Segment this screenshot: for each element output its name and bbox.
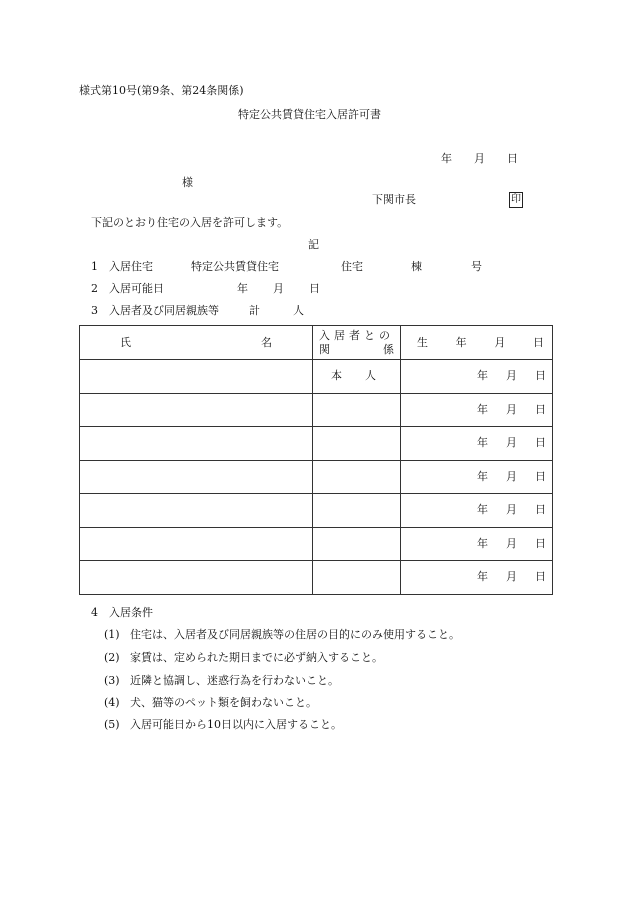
item-occupants xyxy=(91,304,304,318)
addressee-suffix: 様 xyxy=(182,176,193,189)
item-number: 2 xyxy=(91,282,98,295)
birth-year-label: 年 xyxy=(455,335,467,349)
table-row xyxy=(80,494,553,528)
issue-date-year: 年 xyxy=(441,152,452,165)
birthdate-header xyxy=(401,326,553,360)
birthdate-cell[interactable]: 年 月 日 xyxy=(401,427,553,461)
number-label: 号 xyxy=(471,260,482,273)
relation-cell[interactable] xyxy=(313,427,401,461)
conditions-heading xyxy=(91,606,153,620)
house-label: 住宅 xyxy=(341,260,363,273)
issue-date xyxy=(441,152,518,166)
issuer-name: 下関市長 xyxy=(372,193,416,206)
birth-day-label: 日 xyxy=(532,335,544,349)
name-header xyxy=(80,326,313,360)
table-row xyxy=(80,393,553,427)
name-cell[interactable] xyxy=(80,427,313,461)
name-cell[interactable] xyxy=(80,561,313,595)
name-header-b: 名 xyxy=(261,335,272,349)
condition-item: (1) 住宅は、入居者及び同居親族等の住居の目的にのみ使用すること。 xyxy=(104,628,460,641)
seal-mark: 印 xyxy=(509,192,523,208)
name-cell[interactable] xyxy=(80,494,313,528)
relation-header-b: 係 xyxy=(383,342,394,356)
item-number: 3 xyxy=(91,304,98,317)
intro-text: 下記のとおり住宅の入居を許可します。 xyxy=(91,216,289,229)
relation-cell[interactable] xyxy=(313,561,401,595)
condition-item: (4) 犬、猫等のペット類を飼わないこと。 xyxy=(104,696,317,709)
move-in-year: 年 xyxy=(237,282,248,295)
building-label: 棟 xyxy=(411,260,422,273)
form-number: 様式第10号(第9条、第24条関係) xyxy=(79,84,244,97)
relation-cell[interactable] xyxy=(313,460,401,494)
occupants-table xyxy=(79,325,553,595)
name-header-a: 氏 xyxy=(120,335,131,349)
birthdate-cell[interactable]: 年 月 日 xyxy=(401,527,553,561)
document-title: 特定公共賃貸住宅入居許可書 xyxy=(238,108,381,121)
item-value: 特定公共賃貸住宅 xyxy=(191,260,279,273)
birth-label: 生 xyxy=(417,335,428,349)
birthdate-cell[interactable]: 年 月 日 xyxy=(401,460,553,494)
birth-month-label: 月 xyxy=(494,335,506,349)
item-residence xyxy=(91,260,482,274)
birthdate-cell[interactable]: 年 月 日 xyxy=(401,561,553,595)
table-header-row xyxy=(80,326,553,360)
item-label: 入居者及び同居親族等 xyxy=(109,304,219,317)
relation-header xyxy=(313,326,401,360)
relation-header-a: 関 xyxy=(319,342,330,356)
name-cell[interactable] xyxy=(80,527,313,561)
birthdate-cell[interactable]: 年 月 日 xyxy=(401,360,553,394)
condition-item: (2) 家賃は、定められた期日までに必ず納入すること。 xyxy=(104,651,383,664)
condition-item: (3) 近隣と協調し、迷惑行為を行わないこと。 xyxy=(104,674,339,687)
condition-item: (5) 入居可能日から10日以内に入居すること。 xyxy=(104,718,342,731)
birthdate-cell[interactable]: 年 月 日 xyxy=(401,393,553,427)
name-cell[interactable] xyxy=(80,393,313,427)
item-move-in-date xyxy=(91,282,320,296)
item-label: 入居可能日 xyxy=(109,282,164,295)
table-row xyxy=(80,427,553,461)
total-label: 計 xyxy=(249,304,260,317)
item-number: 1 xyxy=(91,260,98,273)
table-row xyxy=(80,561,553,595)
relation-cell[interactable]: 本 人 xyxy=(313,360,401,394)
conditions-title: 入居条件 xyxy=(109,606,153,619)
relation-header-line1: 入居者との xyxy=(319,328,394,342)
issue-date-day: 日 xyxy=(507,152,518,165)
item-label: 入居住宅 xyxy=(109,260,153,273)
move-in-month: 月 xyxy=(273,282,284,295)
name-cell[interactable] xyxy=(80,360,313,394)
table-row xyxy=(80,527,553,561)
move-in-day: 日 xyxy=(309,282,320,295)
name-cell[interactable] xyxy=(80,460,313,494)
table-row xyxy=(80,360,553,394)
table-row xyxy=(80,460,553,494)
ki-heading: 記 xyxy=(308,238,319,251)
relation-cell[interactable] xyxy=(313,393,401,427)
relation-cell[interactable] xyxy=(313,494,401,528)
relation-cell[interactable] xyxy=(313,527,401,561)
conditions-number: 4 xyxy=(91,606,98,619)
issue-date-month: 月 xyxy=(474,152,485,165)
birthdate-cell[interactable]: 年 月 日 xyxy=(401,494,553,528)
persons-label: 人 xyxy=(293,304,304,317)
